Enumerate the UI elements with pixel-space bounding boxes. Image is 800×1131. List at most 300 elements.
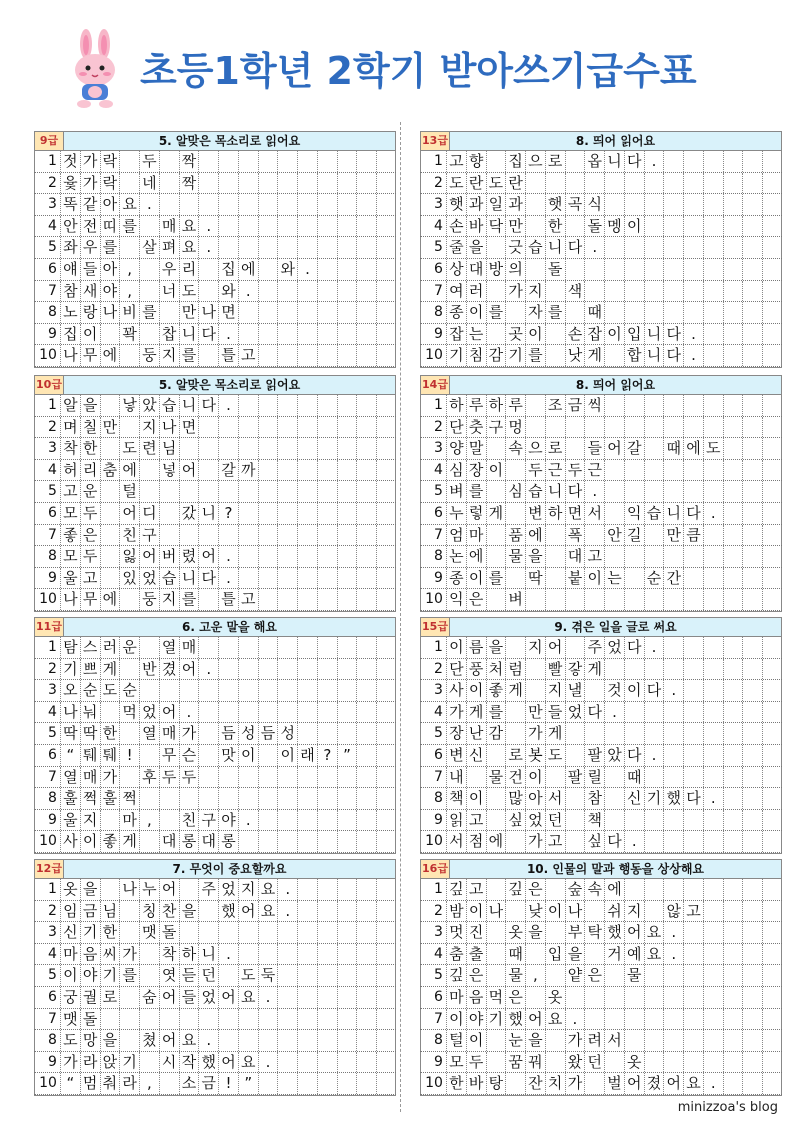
grid-cell: 다 [198, 395, 218, 416]
grid-cell [703, 1052, 723, 1073]
grid-cell: 러 [466, 281, 486, 302]
grid-cell: 니 [179, 324, 199, 345]
sentence-row [420, 1030, 782, 1052]
grid-cell [703, 259, 723, 280]
grid-cell: 가 [505, 281, 525, 302]
grid-cell [297, 1030, 317, 1051]
grid-cell [376, 987, 396, 1008]
grid-cell [139, 745, 159, 766]
sentence-row [420, 525, 782, 547]
grid-cell: 었 [565, 702, 585, 723]
grid-cell [277, 659, 297, 680]
grid-cell [317, 237, 337, 258]
grid-cell: 마 [119, 810, 139, 831]
grid-cell: 돌 [545, 259, 565, 280]
grid-cell: 로 [100, 987, 120, 1008]
grid-cell: 어 [139, 546, 159, 567]
grid-cell: 나 [60, 589, 80, 610]
grid-cell: 니 [644, 324, 664, 345]
grid-cell: 난 [466, 723, 486, 744]
grid-cell: 한 [446, 1073, 466, 1094]
row-number: 10 [420, 831, 446, 852]
grid-cell [337, 417, 357, 438]
row-number: 6 [34, 503, 60, 524]
grid-cell [624, 481, 644, 502]
grid-cell [644, 1052, 664, 1073]
grid-cell [277, 1052, 297, 1073]
grid-cell [683, 173, 703, 194]
sentence-row [34, 922, 396, 944]
grid-cell [119, 767, 139, 788]
grid-cell [258, 259, 278, 280]
grid-cell [624, 546, 644, 567]
grid-cell [297, 503, 317, 524]
grid-cell [337, 788, 357, 809]
grid-cell [683, 259, 703, 280]
grid-cell: 에 [238, 259, 258, 280]
grid-cell [356, 987, 376, 1008]
grid-cell [624, 194, 644, 215]
grid-cell: 쳤 [139, 1030, 159, 1051]
sentence-row [420, 568, 782, 590]
grid-cell: 이 [277, 745, 297, 766]
grid-cell: 틀 [218, 345, 238, 366]
dictation-section [420, 859, 782, 1096]
grid-cell: 습 [159, 568, 179, 589]
row-number: 6 [420, 745, 446, 766]
grid-cell: 와 [218, 281, 238, 302]
grid-cell [119, 922, 139, 943]
grid-cell [317, 216, 337, 237]
grid-cell [644, 767, 664, 788]
row-number: 2 [420, 417, 446, 438]
grid-cell [742, 281, 762, 302]
grid-cell: 릴 [584, 767, 604, 788]
grid-cell: 어 [198, 546, 218, 567]
grid-cell: . [644, 151, 664, 172]
row-number: 10 [34, 345, 60, 366]
grid-cell: 이 [486, 460, 506, 481]
grid-cell [584, 944, 604, 965]
grid-cell: 라 [80, 1052, 100, 1073]
grid-cell: 깊 [446, 965, 466, 986]
grid-cell: 있 [119, 568, 139, 589]
grid-cell [376, 194, 396, 215]
center-divider [400, 122, 401, 1112]
grid-cell [337, 901, 357, 922]
grid-cell [683, 680, 703, 701]
grid-cell: 었 [198, 987, 218, 1008]
grid-cell [356, 503, 376, 524]
sentence-row [420, 901, 782, 923]
grid-cell: . [604, 702, 624, 723]
grid-cell [376, 965, 396, 986]
grid-cell: 맷 [60, 1009, 80, 1030]
grid-cell [644, 259, 664, 280]
grid-cell [238, 944, 258, 965]
grid-cell [317, 831, 337, 852]
grid-cell: “ [60, 1073, 80, 1094]
grid-cell [317, 788, 337, 809]
grid-cell: . [238, 810, 258, 831]
grid-cell: 지 [159, 345, 179, 366]
grid-cell [159, 810, 179, 831]
grid-cell [258, 194, 278, 215]
grid-cell: 렸 [179, 546, 199, 567]
row-number: 10 [34, 589, 60, 610]
grid-cell: 럼 [505, 659, 525, 680]
grid-cell: 두 [466, 1052, 486, 1073]
grid-cell: . [297, 259, 317, 280]
grid-cell [159, 1009, 179, 1030]
sentence-row [34, 345, 396, 367]
grid-cell [723, 965, 743, 986]
grid-cell [317, 702, 337, 723]
grid-cell: 착 [159, 944, 179, 965]
grid-cell: 왔 [565, 1052, 585, 1073]
grid-cell: 와 [277, 259, 297, 280]
grid-cell [277, 417, 297, 438]
grid-cell [663, 173, 683, 194]
grid-cell: 다 [604, 831, 624, 852]
sentence-row [420, 503, 782, 525]
grid-cell [742, 1009, 762, 1030]
grid-cell [703, 194, 723, 215]
grid-cell [565, 723, 585, 744]
grid-cell: 대 [159, 831, 179, 852]
sentence-row [34, 788, 396, 810]
grid-cell [644, 546, 664, 567]
grid-cell [604, 345, 624, 366]
grid-cell [762, 702, 782, 723]
grid-cell: 색 [565, 281, 585, 302]
grid-cell: 이 [525, 767, 545, 788]
grid-cell: 가 [80, 173, 100, 194]
grid-cell: 두 [525, 460, 545, 481]
grid-cell [179, 481, 199, 502]
grid-cell [258, 745, 278, 766]
grid-cell: . [238, 281, 258, 302]
grid-cell: 요 [238, 1052, 258, 1073]
row-number: 7 [420, 281, 446, 302]
grid-cell: 를 [466, 481, 486, 502]
grid-cell: 성 [277, 723, 297, 744]
grid-cell [683, 589, 703, 610]
grid-cell: 를 [545, 302, 565, 323]
row-number: 3 [34, 680, 60, 701]
grid-cell: 들 [584, 438, 604, 459]
grid-cell [703, 831, 723, 852]
grid-cell [356, 702, 376, 723]
grid-cell [356, 901, 376, 922]
grid-cell [703, 460, 723, 481]
grid-cell [376, 831, 396, 852]
grid-cell [525, 417, 545, 438]
grid-cell [277, 767, 297, 788]
grid-cell: 익 [624, 503, 644, 524]
sentence-row [34, 589, 396, 611]
grid-cell [376, 680, 396, 701]
grid-cell: 롱 [179, 831, 199, 852]
grid-cell [683, 1052, 703, 1073]
grid-cell: 궐 [80, 987, 100, 1008]
grid-cell: 만 [100, 417, 120, 438]
grid-cell: 했 [198, 1052, 218, 1073]
grid-cell [119, 901, 139, 922]
grid-cell [258, 637, 278, 658]
grid-cell: 궁 [60, 987, 80, 1008]
row-number: 6 [420, 987, 446, 1008]
grid-cell [317, 767, 337, 788]
grid-cell [198, 173, 218, 194]
grid-cell [376, 901, 396, 922]
grid-cell [723, 879, 743, 900]
grid-cell [100, 1009, 120, 1030]
grid-cell [356, 965, 376, 986]
grid-cell: 줄 [446, 237, 466, 258]
grid-cell [376, 173, 396, 194]
grid-cell: 도 [238, 965, 258, 986]
grid-cell: 에 [466, 546, 486, 567]
grid-cell [624, 702, 644, 723]
grid-cell [337, 324, 357, 345]
grid-cell: 근 [584, 460, 604, 481]
grid-cell: 었 [139, 702, 159, 723]
grid-cell [742, 568, 762, 589]
grid-cell: 퉤 [80, 745, 100, 766]
grid-cell: 를 [179, 589, 199, 610]
grid-cell: 어 [238, 901, 258, 922]
grid-cell [683, 151, 703, 172]
sentence-row [34, 281, 396, 303]
grid-cell [624, 810, 644, 831]
grid-cell: 한 [545, 216, 565, 237]
grid-cell [159, 151, 179, 172]
sentence-row [34, 438, 396, 460]
grid-cell [624, 173, 644, 194]
grid-cell: 봇 [525, 745, 545, 766]
grid-cell: 다 [584, 702, 604, 723]
grid-cell [218, 525, 238, 546]
grid-cell [198, 788, 218, 809]
grid-cell [762, 745, 782, 766]
grid-cell: 루 [466, 395, 486, 416]
grid-cell [762, 503, 782, 524]
grid-cell: 단 [446, 659, 466, 680]
grid-cell [545, 589, 565, 610]
grid-cell: 롱 [218, 831, 238, 852]
row-number: 7 [420, 767, 446, 788]
grid-cell: 던 [545, 810, 565, 831]
grid-cell [723, 659, 743, 680]
grid-cell: 겼 [159, 659, 179, 680]
grid-cell [723, 568, 743, 589]
grid-cell [376, 151, 396, 172]
grid-cell: , [525, 965, 545, 986]
grid-cell [317, 987, 337, 1008]
grid-cell [376, 1030, 396, 1051]
grid-cell: 엿 [159, 965, 179, 986]
grid-cell [703, 417, 723, 438]
grid-cell: 눠 [80, 702, 100, 723]
grid-cell [703, 987, 723, 1008]
grid-cell [258, 659, 278, 680]
grid-cell: , [119, 259, 139, 280]
grid-cell [644, 525, 664, 546]
grid-cell: 님 [159, 438, 179, 459]
grid-cell: 게 [505, 680, 525, 701]
grid-cell: 과 [466, 194, 486, 215]
row-number: 6 [420, 503, 446, 524]
row-number: 9 [34, 810, 60, 831]
grid-cell: 대 [565, 546, 585, 567]
grid-cell: 니 [663, 503, 683, 524]
grid-cell: 어 [525, 1009, 545, 1030]
grid-cell: 신 [60, 922, 80, 943]
grid-cell: 야 [466, 1009, 486, 1030]
grid-cell [545, 345, 565, 366]
grid-cell: 탕 [486, 1073, 506, 1094]
grid-cell [525, 395, 545, 416]
grid-cell [277, 680, 297, 701]
grid-cell [198, 460, 218, 481]
grid-cell: . [703, 788, 723, 809]
grid-cell: 고 [60, 481, 80, 502]
grid-cell: 를 [486, 302, 506, 323]
grid-cell: 누 [446, 503, 466, 524]
grid-cell [179, 1009, 199, 1030]
grid-cell: 를 [525, 345, 545, 366]
sentence-row [420, 965, 782, 987]
grid-cell: 요 [179, 1030, 199, 1051]
grid-cell [139, 481, 159, 502]
grid-cell: 춧 [466, 417, 486, 438]
grid-cell: 매 [159, 216, 179, 237]
grid-cell: 돌 [584, 216, 604, 237]
level-badge: 13급 [421, 132, 450, 150]
grid-cell: 고 [545, 831, 565, 852]
grid-cell: 마 [446, 987, 466, 1008]
grid-cell [159, 194, 179, 215]
grid-cell: 을 [80, 879, 100, 900]
grid-cell [198, 637, 218, 658]
grid-cell [119, 1030, 139, 1051]
grid-cell: 책 [584, 810, 604, 831]
grid-cell [258, 417, 278, 438]
grid-cell: 임 [60, 901, 80, 922]
grid-cell [139, 281, 159, 302]
grid-cell: 책 [446, 788, 466, 809]
grid-cell: 게 [584, 659, 604, 680]
grid-cell [317, 460, 337, 481]
grid-cell [218, 173, 238, 194]
grid-cell: 꿔 [525, 1052, 545, 1073]
row-number: 1 [34, 395, 60, 416]
grid-cell: 심 [446, 460, 466, 481]
grid-cell [683, 987, 703, 1008]
grid-cell [277, 702, 297, 723]
grid-cell [376, 922, 396, 943]
grid-cell [742, 237, 762, 258]
grid-cell [297, 237, 317, 258]
grid-cell: 닥 [486, 216, 506, 237]
grid-cell: 벌 [604, 1073, 624, 1094]
grid-cell [119, 237, 139, 258]
section-header [34, 131, 396, 151]
grid-cell: 어 [159, 702, 179, 723]
grid-cell [159, 173, 179, 194]
grid-cell: 옷 [624, 1052, 644, 1073]
grid-cell [683, 460, 703, 481]
grid-cell: 도 [60, 1030, 80, 1051]
grid-cell: . [218, 324, 238, 345]
grid-cell [297, 1073, 317, 1094]
grid-cell: . [565, 1009, 585, 1030]
grid-cell [238, 216, 258, 237]
grid-cell [683, 965, 703, 986]
grid-cell: 반 [139, 659, 159, 680]
grid-cell: 옷 [545, 987, 565, 1008]
grid-cell [644, 879, 664, 900]
grid-cell: 사 [60, 831, 80, 852]
grid-cell [604, 237, 624, 258]
grid-cell [100, 546, 120, 567]
grid-cell: 침 [466, 345, 486, 366]
grid-cell [604, 965, 624, 986]
grid-cell [723, 944, 743, 965]
grid-cell: , [139, 810, 159, 831]
row-number: 9 [34, 324, 60, 345]
grid-cell: 햇 [446, 194, 466, 215]
row-number: 4 [34, 216, 60, 237]
grid-cell: 도 [446, 173, 466, 194]
grid-cell [218, 659, 238, 680]
grid-cell: 아 [525, 788, 545, 809]
grid-cell [376, 216, 396, 237]
grid-cell: 듬 [258, 723, 278, 744]
grid-cell [337, 481, 357, 502]
grid-cell [198, 525, 218, 546]
grid-cell: 입 [545, 944, 565, 965]
row-number: 4 [420, 702, 446, 723]
grid-cell: 름 [466, 637, 486, 658]
grid-cell: 갈 [624, 438, 644, 459]
grid-cell [356, 1030, 376, 1051]
sentence-row [34, 831, 396, 853]
grid-cell [663, 831, 683, 852]
grid-cell [644, 659, 664, 680]
grid-cell [317, 438, 337, 459]
grid-cell [525, 680, 545, 701]
grid-cell: 숨 [139, 987, 159, 1008]
grid-cell: 춤 [100, 460, 120, 481]
grid-cell [644, 438, 664, 459]
page-title: 초등1학년 2학기 받아쓰기급수표 [140, 49, 697, 93]
row-number: 3 [34, 922, 60, 943]
grid-cell [565, 173, 585, 194]
grid-cell: 돌 [80, 1009, 100, 1030]
grid-cell [604, 810, 624, 831]
section-title: 5. 알맞은 목소리로 읽어요 [158, 134, 301, 148]
grid-cell [703, 481, 723, 502]
grid-cell: 퉤 [100, 745, 120, 766]
grid-cell [376, 237, 396, 258]
grid-cell [317, 922, 337, 943]
grid-cell [356, 1052, 376, 1073]
grid-cell [218, 637, 238, 658]
grid-cell: 말 [466, 438, 486, 459]
grid-cell [376, 788, 396, 809]
